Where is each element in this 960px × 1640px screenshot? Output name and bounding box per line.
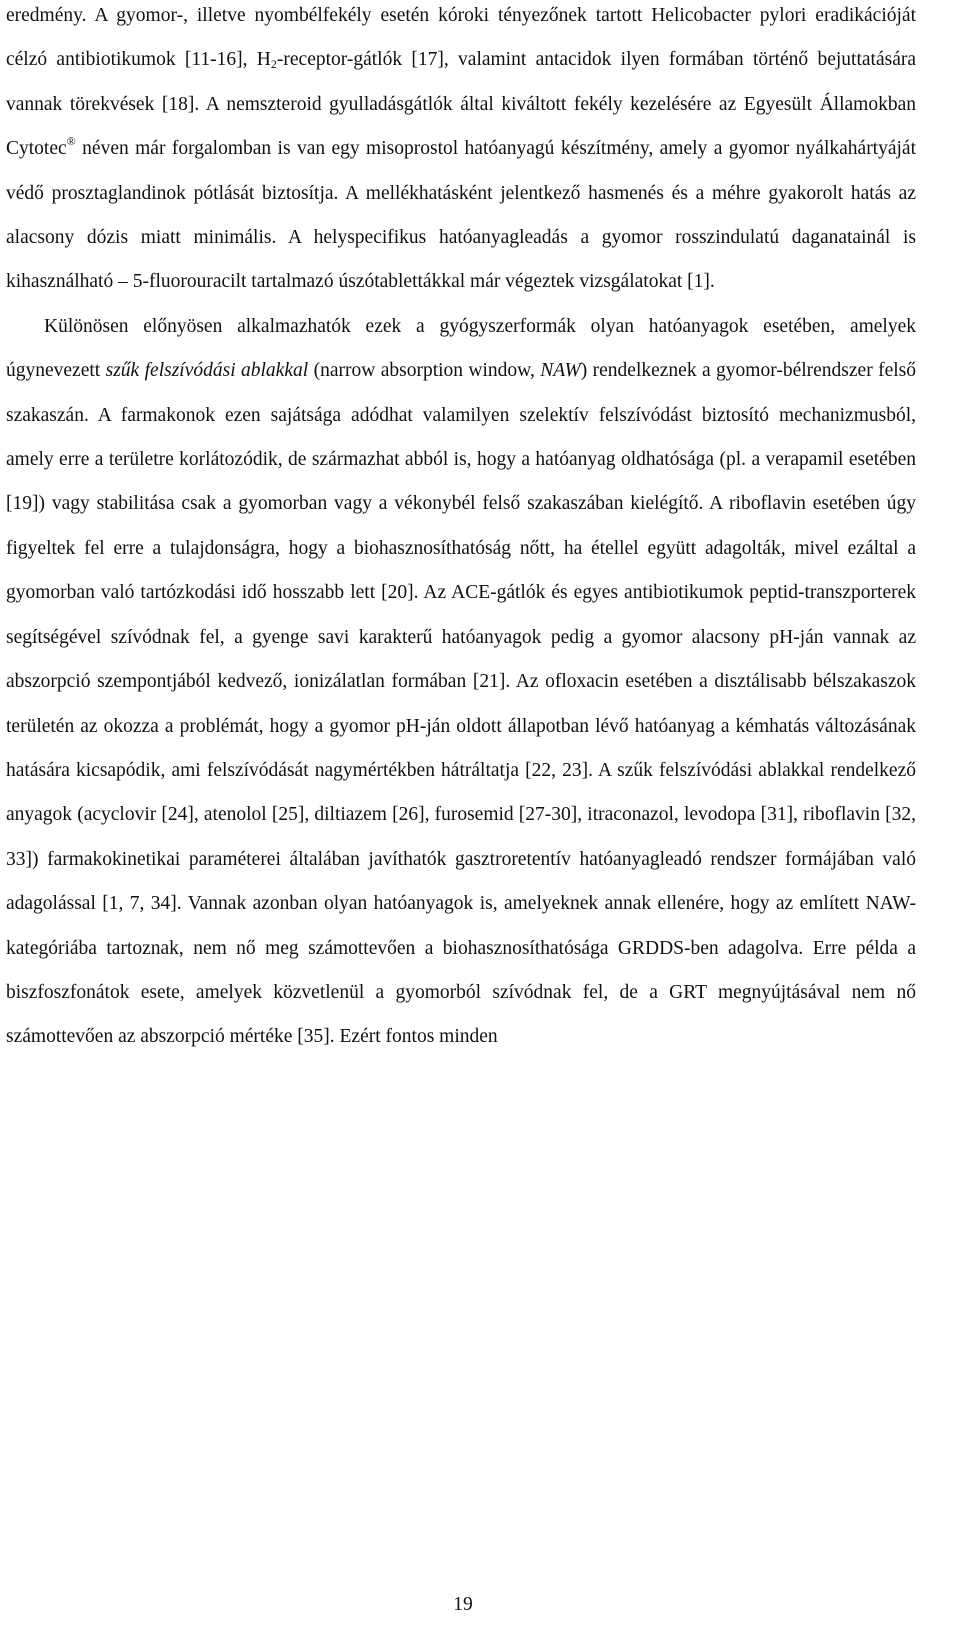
page-number: 19 bbox=[453, 1594, 473, 1615]
paragraph-text: Különösen előnyösen alkalmazhatók ezek a gyógyszerformák olyan hatóanyagok esetében, amelyek úgynevezett bbox=[6, 315, 916, 382]
italic-abbreviation: NAW bbox=[540, 360, 581, 382]
paragraph-text: ) rendelkeznek a gyomor-bélrendszer felső szakaszán. A farmakonok ezen sajátsága adódhat valamilyen szelektív felszívódást biztosító mechanizmusból, amely erre a területre korlátozódik, de származhat abból is, hogy a hatóanyag oldhatósága (pl. a verapamil esetében [19]) vagy stabilitása csak a gyomorban vagy a vékonybél felső szakaszában kielégítő. A riboflavin esetében úgy figyeltek fel erre a tulajdonságra, hogy a biohasznosíthatóság nőtt, ha étellel együtt adagolták, mivel ezáltal a gyomorban való tartózkodási idő hosszabb lett [20]. Az ACE-gátlók és egyes antibiotikumok peptid-transzporterek segítségével szívódnak fel, a gyenge savi karakterű hatóanyagok pedig a gyomor alacsony pH-ján vannak az abszorpció szempontjából kedvező, ionizálatlan formában [21]. Az ofloxacin esetében a disztálisabb bélszakaszok területén az okozza a problémát, hogy a gyomor pH-ján oldott állapotban lévő hatóanyag a kémhatás változásának hatására kicsapódik, ami felszívódását nagymértékben hátráltatja [22, 23]. A szűk felszívódási ablakkal rendelkező anyagok (acyclovir [24], atenolol [25], diltiazem [26], furosemid [27-30], itraconazol, levodopa [31], riboflavin [32, 33]) farmakokinetikai paraméterei általában javíthatók gasztroretentív hatóanyagleadó rendszer formájában való adagolással [1, 7, 34]. Vannak azonban olyan hatóanyagok is, amelyeknek annak ellenére, hogy az említett NAW-kategóriába tartoznak, nem nő meg számottevően a biohasznosíthatósága GRDDS-ben adagolva. Erre példa a biszfoszfonátok esete, amelyek közvetlenül a gyomorból szívódnak fel, de a GRT megnyújtásával nem nő számottevően az abszorpció mértéke [35]. Ezért fontos minden bbox=[6, 360, 916, 1048]
paragraph-text: -receptor-gátlók [17], valamint antacidok ilyen formában történő bejuttatására vannak törekvések [18]. A nemszteroid gyulladásgátlók által kiváltott fekély kezelésére az Egyesült Államokban Cytotec bbox=[6, 49, 916, 160]
subscript: 2 bbox=[270, 57, 277, 72]
registered-mark: ® bbox=[66, 134, 76, 149]
paragraph-narrow-absorption-window bbox=[6, 305, 916, 1060]
paragraph-text: néven már forgalomban is van egy misoprostol hatóanyagú készítmény, amely a gyomor nyálkahártyáját védő prosztaglandinok pótlását biztosítja. A mellékhatásként jelentkező hasmenés és a méhre gyakorolt hatás az alacsony dózis miatt minimális. A helyspecifikus hatóanyagleadás a gyomor rosszindulatú daganatainál is kihasználható – 5-fluorouracilt tartalmazó úszótablettákkal már végeztek vizsgálatokat [1]. bbox=[6, 138, 916, 293]
italic-term: szűk felszívódási ablakkal bbox=[105, 360, 309, 382]
paragraph-text: (narrow absorption window, bbox=[308, 360, 541, 382]
paragraph-text: eredmény. A gyomor-, illetve nyombélfekély esetén kóroki tényezőnek tartott Helicobacter pylori eradikációját célzó antibiotikumok [11-16], H bbox=[6, 5, 916, 71]
document-page bbox=[6, 0, 916, 1060]
paragraph-gastric-targeting bbox=[6, 0, 916, 305]
